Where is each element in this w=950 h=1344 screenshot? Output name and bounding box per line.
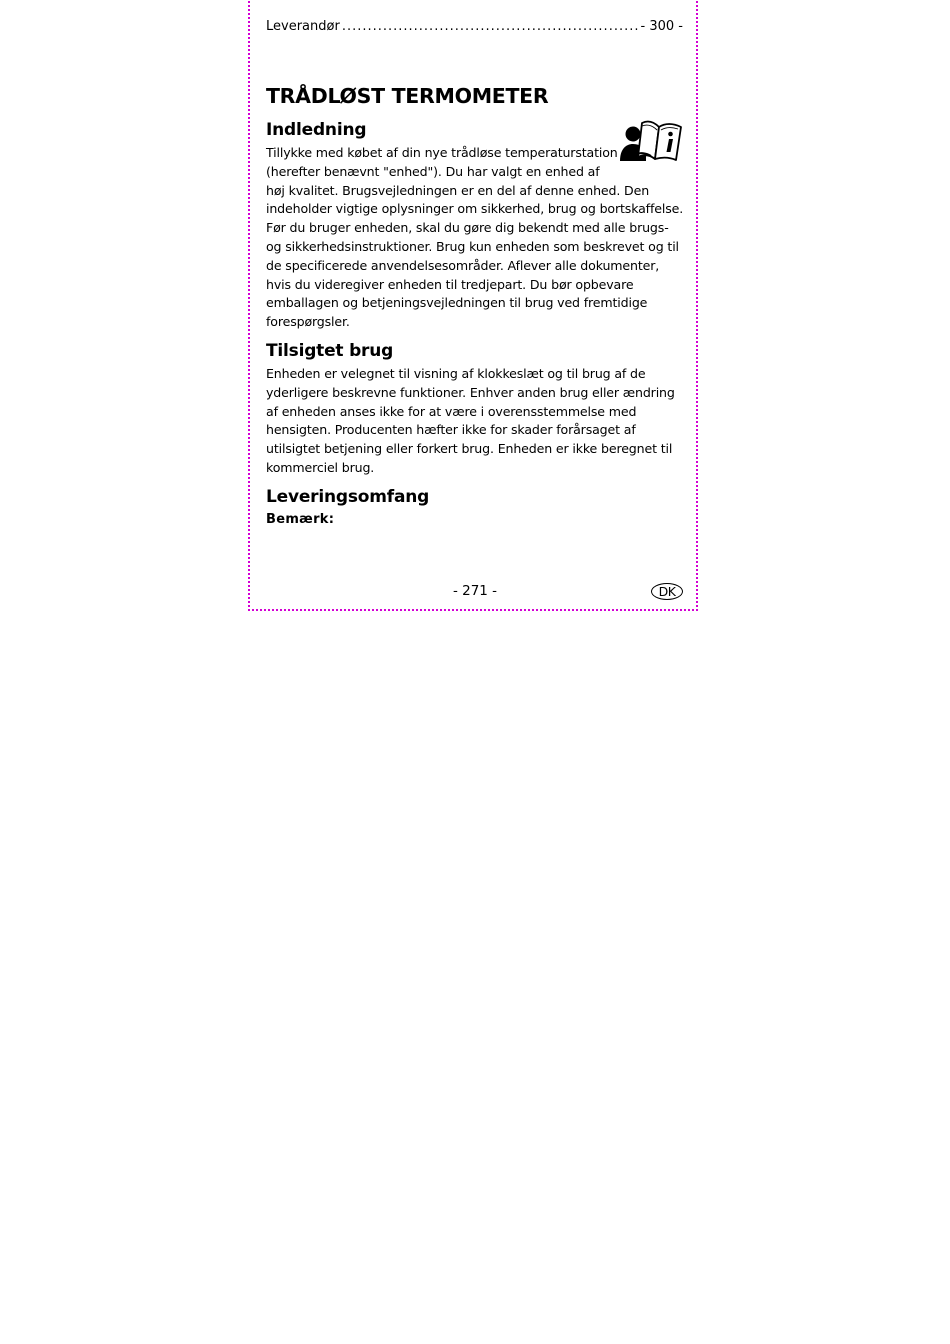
section-heading-intended-use: Tilsigtet brug — [266, 341, 394, 361]
text-line: (herefter benævnt "enhed"). Du har valgt en enhed af — [266, 163, 600, 179]
text-line: hensigten. Producenten hæfter ikke for skader forårsaget af — [266, 422, 636, 438]
text-line: kommerciel brug. — [266, 459, 375, 475]
text-line: Tillykke med købet af din nye trådløse temperaturstation — [266, 145, 618, 160]
text-line: hvis du videregiver enheden til tredjepart. Du bør opbevare — [266, 276, 634, 292]
text-line: af enheden anses ikke for at være i overensstemmelse med — [266, 403, 637, 419]
document-title: TRÅDLØST TERMOMETER — [266, 84, 549, 108]
toc-entry-label: Leverandør — [266, 19, 340, 34]
text-line: høj kvalitet. Brugsvejledningen er en del af denne enhed. Den — [266, 182, 650, 198]
text-line: indeholder vigtige oplysninger om sikkerhed, brug og bortskaffelse. — [266, 201, 684, 217]
text-line: forespørgsler. — [266, 314, 350, 330]
text-line: de specificerede anvendelsesområder. Aflever alle dokumenter, — [266, 257, 660, 273]
toc-leader-dots — [342, 19, 639, 34]
toc-entry[interactable] — [266, 19, 683, 34]
introduction-paragraph — [266, 144, 683, 332]
section-heading-scope-of-delivery: Leveringsomfang — [266, 487, 430, 507]
text-line: emballagen og betjeningsvejledningen til brug ved fremtidige — [266, 295, 648, 311]
toc-entry-page: - 300 - — [640, 19, 683, 34]
text-line: Før du bruger enheden, skal du gøre dig bekendt med alle brugs- — [266, 220, 669, 236]
text-line: og sikkerhedsinstruktioner. Brug kun enheden som beskrevet og til — [266, 238, 679, 254]
text-line: utilsigtet betjening eller forkert brug. Enheden er ikke beregnet til — [266, 441, 673, 457]
country-code-badge: DK — [651, 583, 683, 600]
text-line: yderligere beskrevne funktioner. Enhver anden brug eller ændring — [266, 384, 675, 400]
note-label: Bemærk: — [266, 512, 335, 527]
intended-use-paragraph — [266, 365, 675, 478]
section-heading-introduction: Indledning — [266, 120, 367, 140]
page-number: - 271 - — [452, 583, 498, 599]
text-line: Enheden er velegnet til visning af klokkeslæt og til brug af de — [266, 366, 646, 381]
